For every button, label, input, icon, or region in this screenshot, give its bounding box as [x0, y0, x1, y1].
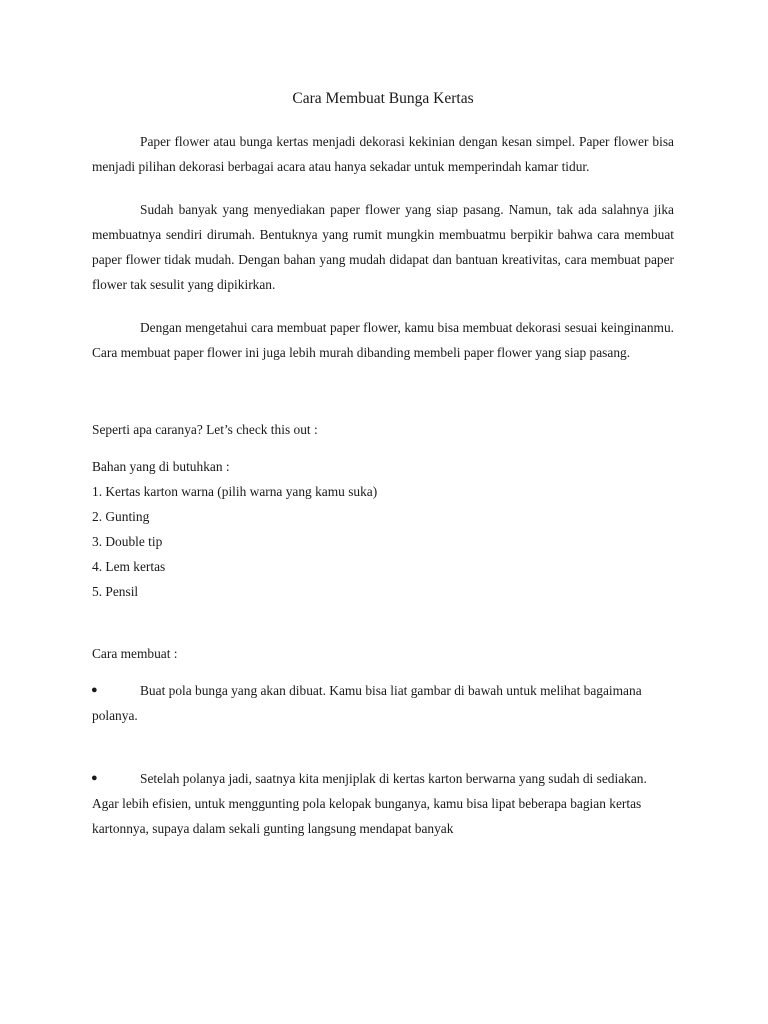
material-item: 1. Kertas karton warna (pilih warna yang kamu suka)	[92, 484, 378, 499]
steps-list	[92, 678, 674, 841]
materials-list	[92, 479, 674, 604]
step-item	[92, 678, 674, 728]
document-content	[92, 88, 674, 879]
intro-line: Seperti apa caranya? Let’s check this out :	[92, 422, 318, 437]
material-item: 5. Pensil	[92, 584, 139, 599]
material-item: 2. Gunting	[92, 509, 150, 524]
material-item: 4. Lem kertas	[92, 559, 166, 574]
materials-heading: Bahan yang di butuhkan :	[92, 459, 230, 474]
paragraph-1: Paper flower atau bunga kertas menjadi dekorasi kekinian dengan kesan simpel. Paper flower bisa menjadi pilihan dekorasi berbagai acara atau hanya sekadar untuk memperindah kamar tidur.	[92, 134, 674, 174]
step-text: Buat pola bunga yang akan dibuat. Kamu bisa liat gambar di bawah untuk melihat bagaimana polanya.	[92, 683, 642, 723]
step-item	[92, 766, 674, 841]
step-text: Setelah polanya jadi, saatnya kita menjiplak di kertas karton berwarna yang sudah di sediakan. Agar lebih efisien, untuk menggunting pola kelopak bunganya, kamu bisa lipat beberapa bagian kertas kartonnya, supaya dalam sekali gunting langsung mendapat banyak	[92, 771, 647, 836]
bullet-icon: ●	[91, 684, 98, 696]
document-title: Cara Membuat Bunga Kertas	[292, 90, 474, 107]
paragraph-3: Dengan mengetahui cara membuat paper flower, kamu bisa membuat dekorasi sesuai keinginanmu. Cara membuat paper flower ini juga lebih murah dibanding membeli paper flower yang siap pasang.	[92, 320, 674, 360]
bullet-icon: ●	[91, 772, 98, 784]
steps-heading: Cara membuat :	[92, 646, 178, 661]
material-item: 3. Double tip	[92, 534, 163, 549]
paragraph-2: Sudah banyak yang menyediakan paper flower yang siap pasang. Namun, tak ada salahnya jika membuatnya sendiri dirumah. Bentuknya yang rumit mungkin membuatmu berpikir bahwa cara membuat paper flower tidak mudah. Dengan bahan yang mudah didapat dan bantuan kreativitas, cara membuat paper flower tak sesulit yang dipikirkan.	[92, 202, 674, 292]
